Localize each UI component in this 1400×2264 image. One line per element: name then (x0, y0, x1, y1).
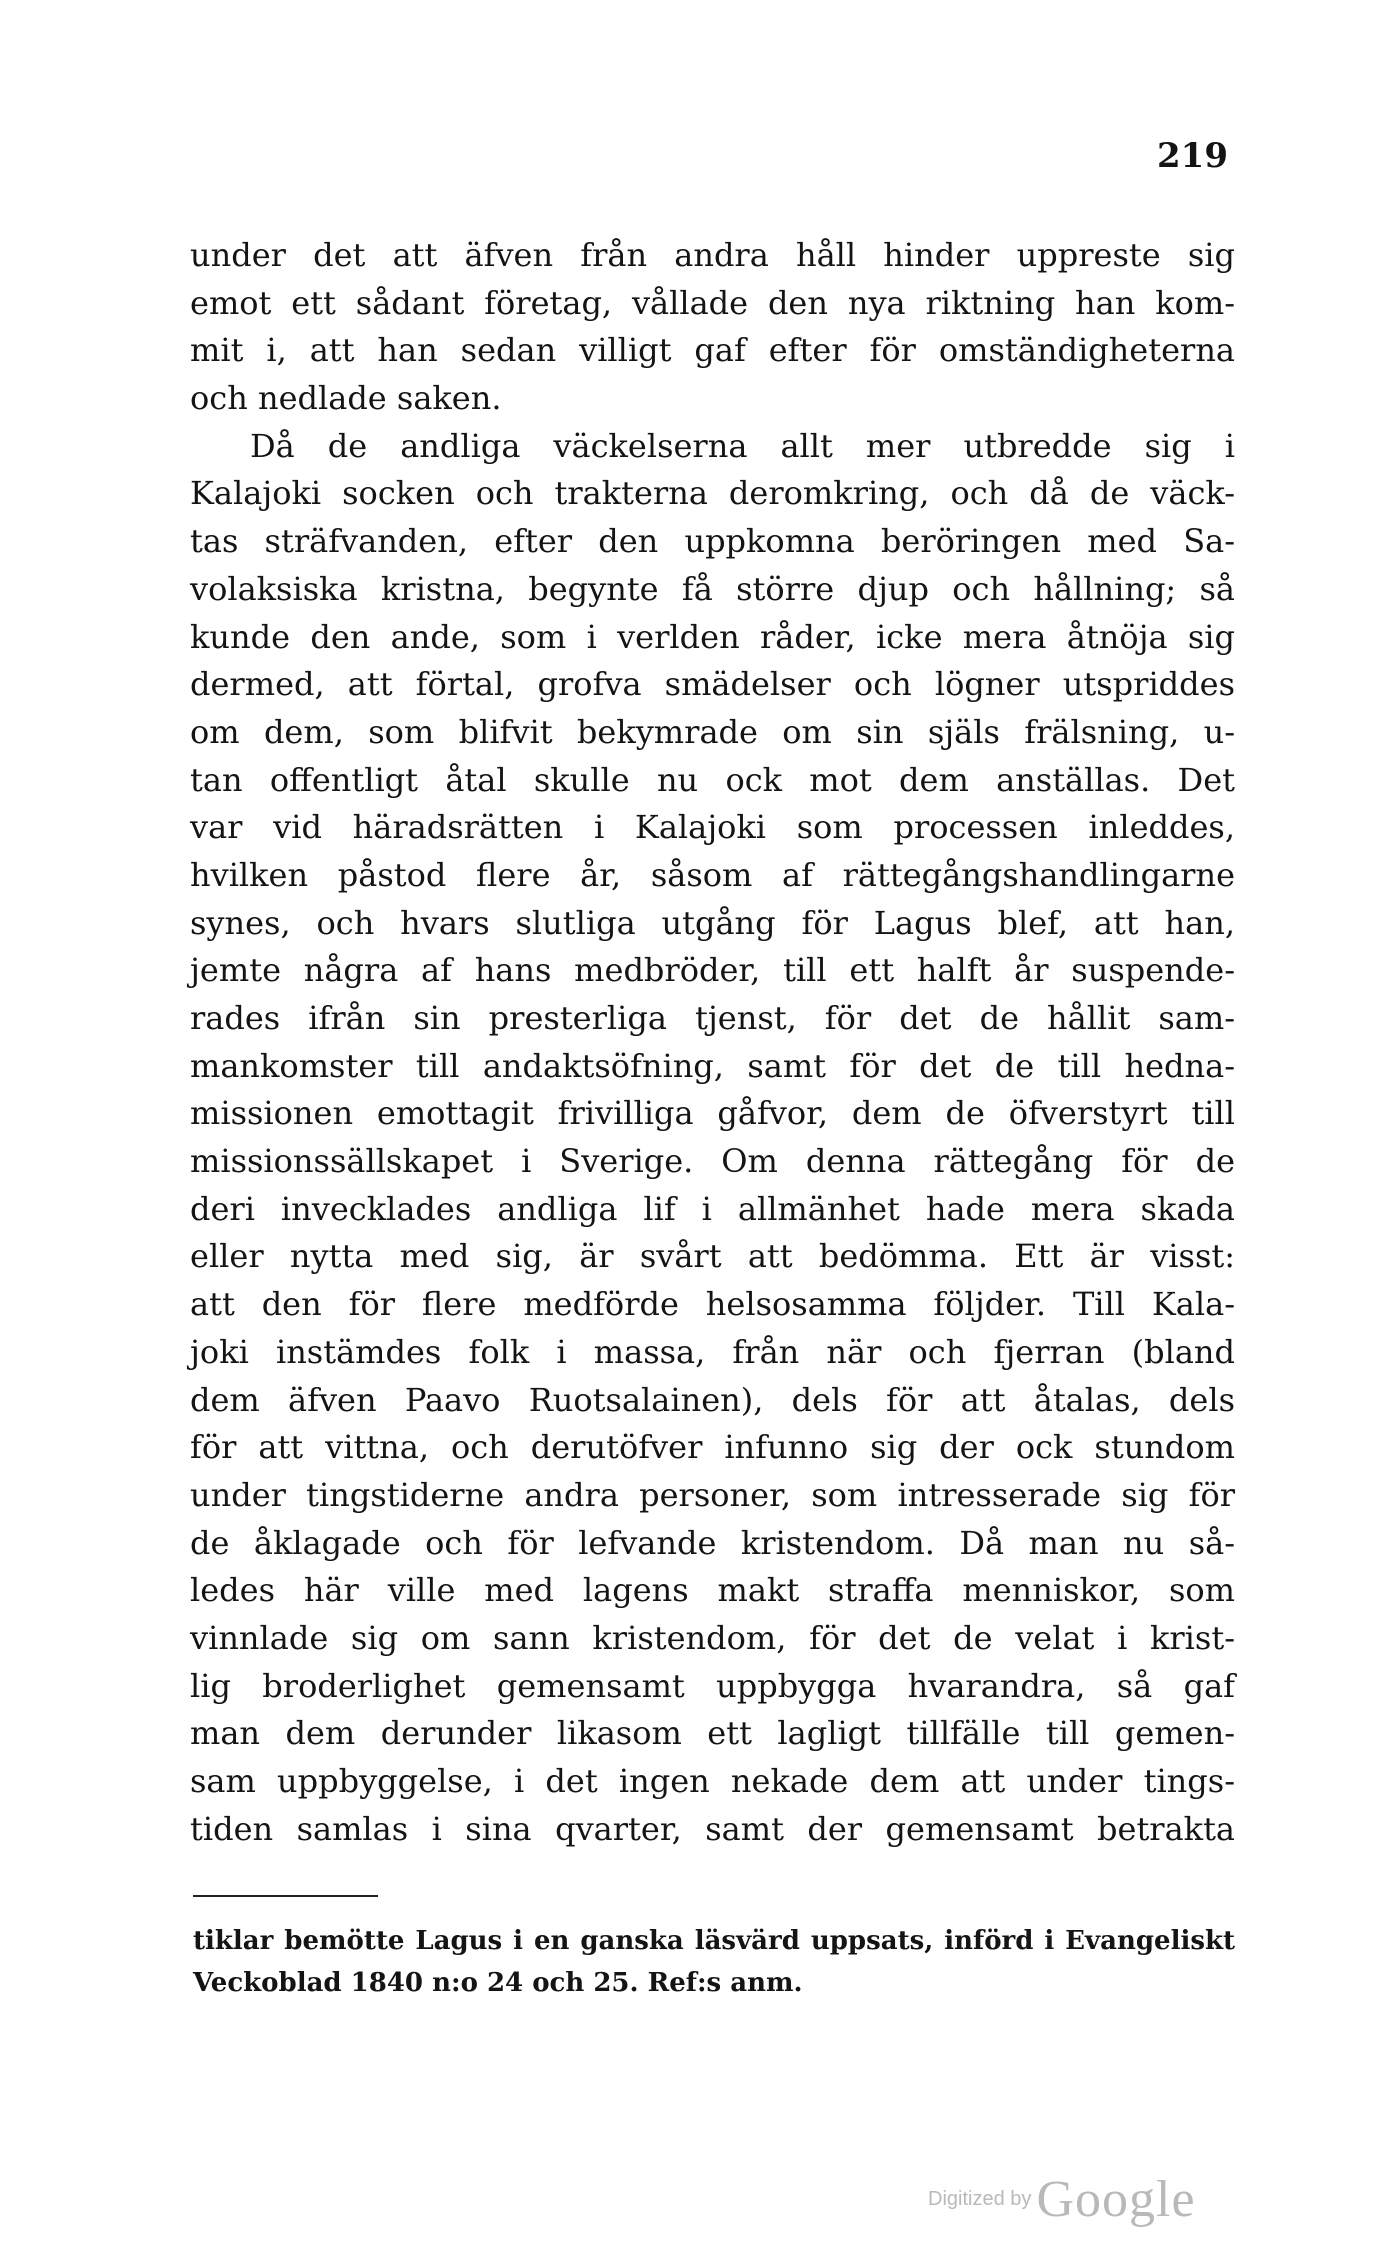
text-line: var vid häradsrätten i Kalajoki som processen inleddes, (190, 808, 1235, 847)
google-logo: Google (1036, 2171, 1196, 2228)
text-line: emot ett sådant företag, vållade den nya riktning han kom- (190, 283, 1235, 322)
body-text (190, 232, 1235, 1853)
text-line: dermed, att förtal, grofva smädelser och lögner utspriddes (190, 665, 1235, 704)
text-line: synes, och hvars slutliga utgång för Lagus blef, att han, (190, 903, 1235, 942)
text-line: hvilken påstod flere år, såsom af rättegångshandlingarne (190, 855, 1235, 894)
text-line: de åklagade och för lefvande kristendom. Då man nu så- (190, 1523, 1235, 1562)
text-line: missionssällskapet i Sverige. Om denna rättegång för de (190, 1142, 1235, 1181)
footnote-line: tiklar bemötte Lagus i en ganska läsvärd uppsats, införd i Evangeliskt (193, 1926, 1235, 1956)
footnote-divider (193, 1895, 378, 1897)
text-line: sam uppbyggelse, i det ingen nekade dem att under tings- (190, 1762, 1235, 1800)
text-line: mankomster till andaktsöfning, samt för det de till hedna- (190, 1046, 1235, 1085)
text-line: joki instämdes folk i massa, från när och fjerran (bland (190, 1332, 1235, 1371)
text-line: missionen emottagit frivilliga gåfvor, dem de öfverstyrt till (190, 1094, 1235, 1133)
text-line: om dem, som blifvit bekymrade om sin själs frälsning, u- (190, 712, 1235, 751)
text-line: lig broderlighet gemensamt uppbygga hvarandra, så gaf (190, 1666, 1235, 1705)
text-line: och nedlade saken. (190, 379, 502, 418)
footnote (193, 1920, 1235, 2004)
text-line: dem äfven Paavo Ruotsalainen), dels för att åtalas, dels (190, 1380, 1235, 1419)
text-line: rades ifrån sin presterliga tjenst, för det de hållit sam- (190, 999, 1235, 1037)
text-line: eller nytta med sig, är svårt att bedömma. Ett är visst: (190, 1237, 1235, 1276)
text-line: tas sträfvanden, efter den uppkomna beröringen med Sa- (190, 522, 1235, 561)
text-line: tan offentligt åtal skulle nu ock mot dem anställas. Det (190, 760, 1235, 799)
watermark-prefix: Digitized by (928, 2188, 1032, 2210)
text-line: vinnlade sig om sann kristendom, för det de velat i krist- (190, 1618, 1235, 1657)
text-line: Kalajoki socken och trakterna deromkring, och då de väck- (190, 474, 1235, 513)
text-line: kunde den ande, som i verlden råder, icke mera åtnöja sig (190, 617, 1235, 656)
text-line: under tingstiderne andra personer, som intresserade sig för (190, 1475, 1235, 1514)
text-line: volaksiska kristna, begynte få större djup och hållning; så (190, 569, 1235, 608)
digitized-watermark (928, 2170, 1196, 2229)
text-line: att den för flere medförde helsosamma följder. Till Kala- (190, 1285, 1235, 1324)
text-line: Då de andliga väckelserna allt mer utbredde sig i (250, 426, 1235, 465)
page-number: 219 (1157, 136, 1228, 176)
text-line: jemte några af hans medbröder, till ett halft år suspende- (190, 951, 1235, 990)
text-line: mit i, att han sedan villigt gaf efter för omständigheterna (190, 331, 1235, 370)
text-line: för att vittna, och derutöfver infunno sig der ock stundom (190, 1428, 1235, 1467)
text-line: under det att äfven från andra håll hinder uppreste sig (190, 236, 1235, 274)
text-line: deri invecklades andliga lif i allmänhet hade mera skada (190, 1189, 1235, 1228)
text-line: man dem derunder likasom ett lagligt tillfälle till gemen- (190, 1714, 1235, 1753)
text-line: tiden samlas i sina qvarter, samt der gemensamt betrakta (190, 1809, 1235, 1848)
text-line: ledes här ville med lagens makt straffa menniskor, som (190, 1571, 1235, 1610)
footnote-line: Veckoblad 1840 n:o 24 och 25. Ref:s anm. (193, 1968, 803, 1998)
